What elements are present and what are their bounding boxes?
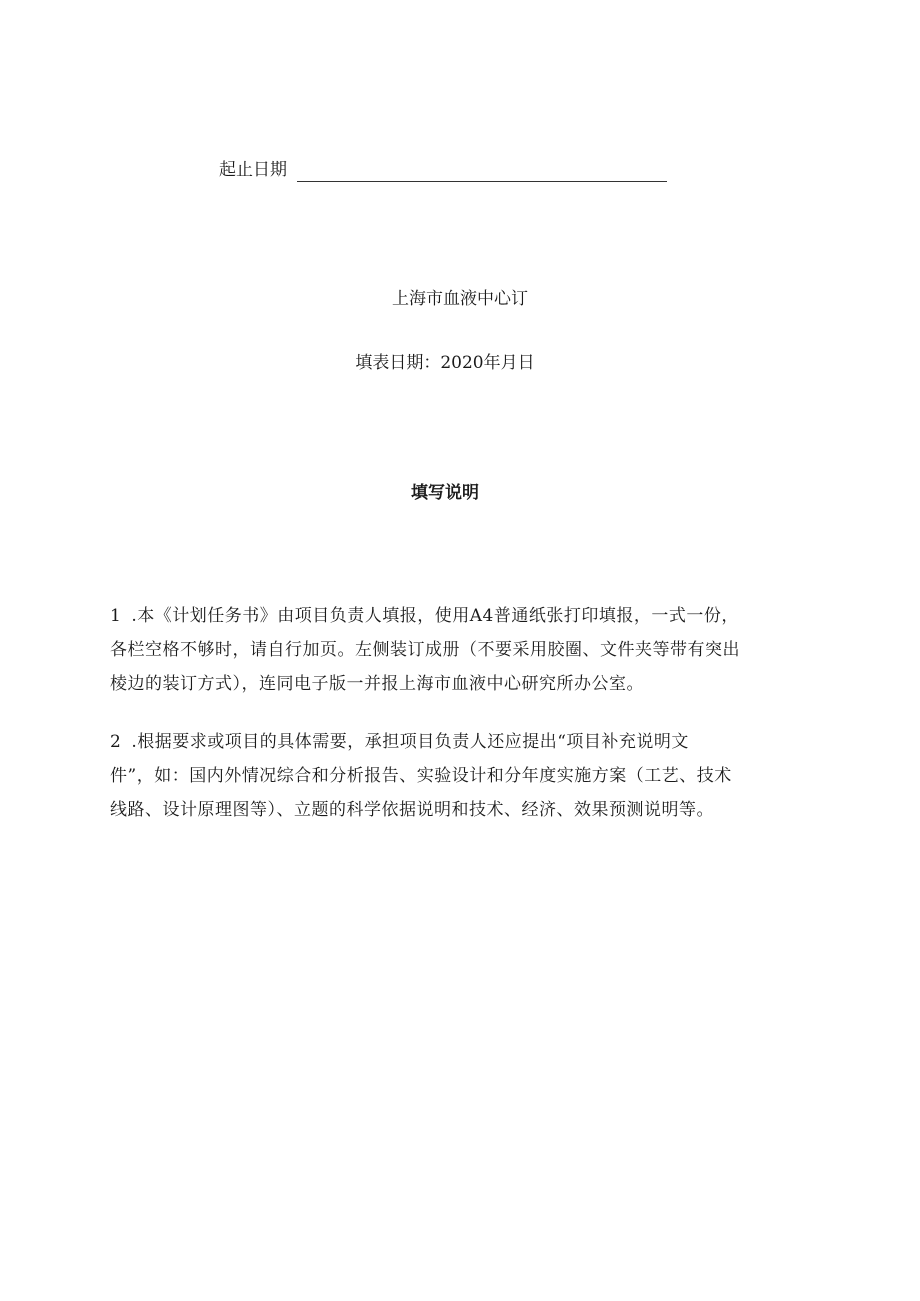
instruction-line [110, 599, 780, 633]
instruction-line: 线路、设计原理图等）、立题的科学依据说明和技术、经济、效果预测说明等。 [110, 800, 714, 820]
instruction-item-1 [110, 599, 780, 701]
instruction-line: 棱边的装订方式），连同电子版一并报上海市血液中心研究所办公室。 [110, 674, 644, 694]
instruction-line: 各栏空格不够时，请自行加页。左侧装订成册（不要采用胶圈、文件夹等带有突出 [110, 640, 740, 660]
instruction-number: 1 [110, 606, 122, 626]
instruction-line: 件”，如：国内外情况综合和分析报告、实验设计和分年度实施方案（工艺、技术 [110, 766, 732, 786]
instruction-item-2 [110, 725, 780, 827]
issuer-name: 上海市血液中心订 [392, 289, 528, 309]
instruction-number: 2 [110, 732, 122, 752]
instruction-text: .本《计划任务书》由项目负责人填报，使用A4普通纸张打印填报，一式一份， [131, 606, 739, 626]
instruction-line [110, 725, 780, 759]
instruction-text: .根据要求或项目的具体需要，承担项目负责人还应提出“项目补充说明文 [131, 732, 689, 752]
date-range-blank-line [297, 163, 667, 182]
date-range-label: 起止日期 [219, 160, 287, 180]
fill-date: 填表日期：2020年月日 [355, 353, 535, 373]
instructions-list [110, 599, 780, 851]
instructions-heading: 填写说明 [411, 483, 479, 503]
date-range-field [219, 158, 667, 182]
